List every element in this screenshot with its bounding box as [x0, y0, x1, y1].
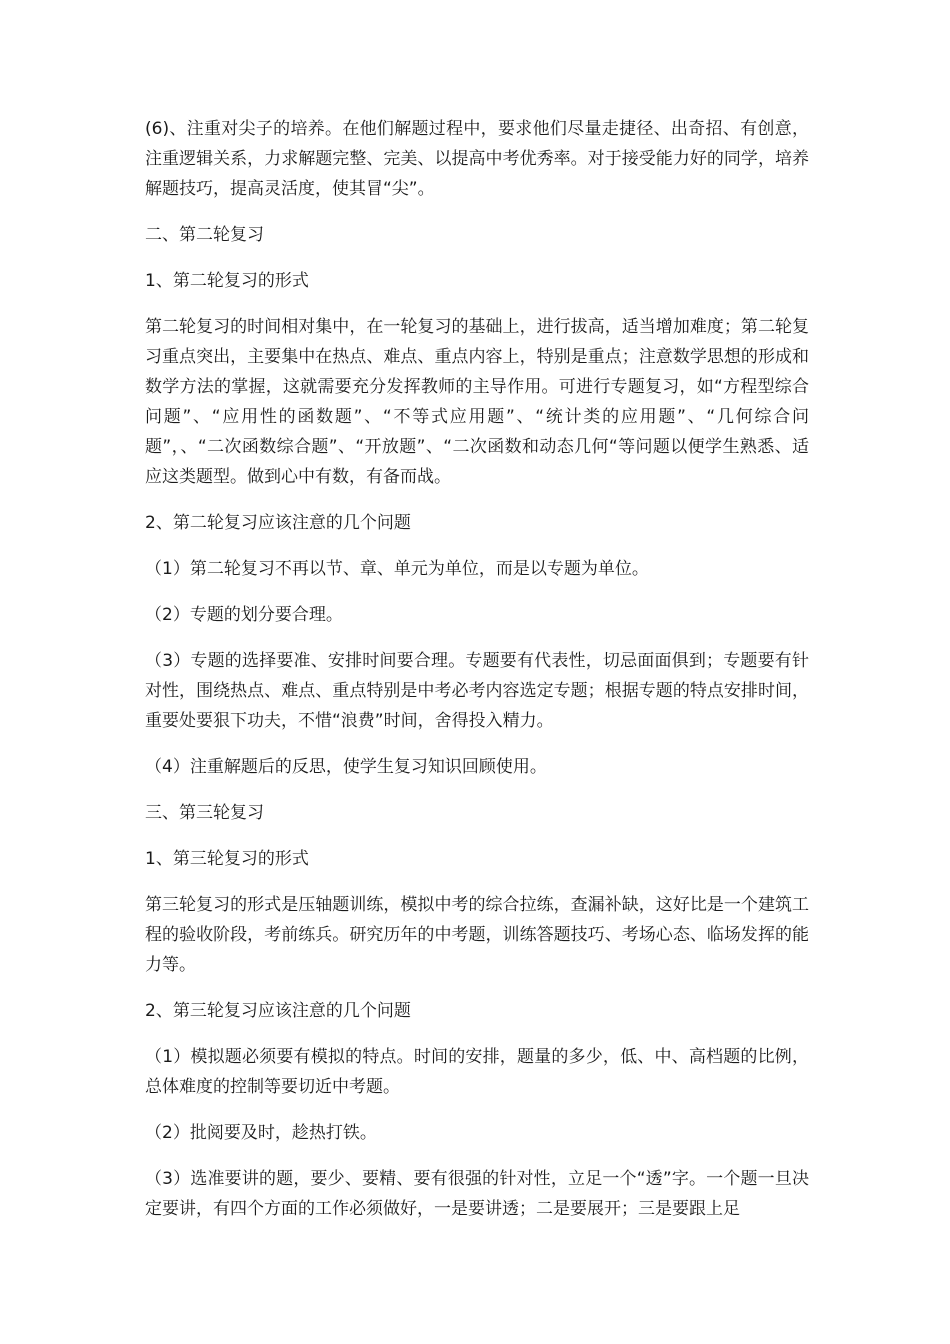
list-item-third-round-2: （2）批阅要及时，趁热打铁。: [145, 1123, 377, 1143]
list-item-second-round-1: （1）第二轮复习不再以节、章、单元为单位，而是以专题为单位。: [145, 559, 649, 579]
paragraph-third-round-form: 第三轮复习的形式是压轴题训练，模拟中考的综合拉练，查漏补缺，这好比是一个建筑工程的验收阶段，考前练兵。研究历年的中考题，训练答题技巧、考场心态、临场发挥的能力等。: [145, 895, 809, 975]
document-body: [145, 114, 809, 1240]
subheading-second-round-issues: 2、第二轮复习应该注意的几个问题: [145, 513, 411, 533]
paragraph-second-round-form: 第二轮复习的时间相对集中，在一轮复习的基础上，进行拔高，适当增加难度；第二轮复习重点突出，主要集中在热点、难点、重点内容上，特别是重点；注意数学思想的形成和数学方法的掌握，这就需要充分发挥教师的主导作用。可进行专题复习，如“方程型综合问题”、“应用性的函数题”、“不等式应用题”、“统计类的应用题”、“几何综合问题”，、“二次函数综合题”、“开放题”、“二次函数和动态几何“等问题以便学生熟悉、适应这类题型。做到心中有数，有备而战。: [145, 317, 809, 487]
list-item-third-round-1: （1）模拟题必须要有模拟的特点。时间的安排，题量的多少，低、中、高档题的比例，总体难度的控制等要切近中考题。: [145, 1047, 809, 1097]
subheading-second-round-form: 1、第二轮复习的形式: [145, 271, 309, 291]
section-heading-second-round: 二、第二轮复习: [145, 225, 264, 245]
list-item-second-round-4: （4）注重解题后的反思，使学生复习知识回顾使用。: [145, 757, 547, 777]
subheading-third-round-issues: 2、第三轮复习应该注意的几个问题: [145, 1001, 411, 1021]
subheading-third-round-form: 1、第三轮复习的形式: [145, 849, 309, 869]
paragraph-top-students: (6)、注重对尖子的培养。在他们解题过程中，要求他们尽量走捷径、出奇招、有创意，注重逻辑关系，力求解题完整、完美、以提高中考优秀率。对于接受能力好的同学，培养解题技巧，提高灵活度，使其冒“尖”。: [145, 119, 809, 199]
list-item-third-round-3: （3）选准要讲的题，要少、要精、要有很强的针对性，立足一个“透”字。一个题一旦决定要讲，有四个方面的工作必须做好，一是要讲透；二是要展开；三是要跟上足: [145, 1169, 809, 1219]
list-item-second-round-2: （2）专题的划分要合理。: [145, 605, 343, 625]
list-item-second-round-3: （3）专题的选择要准、安排时间要合理。专题要有代表性，切忌面面俱到；专题要有针对性，围绕热点、难点、重点特别是中考必考内容选定专题；根据专题的特点安排时间，重要处要狠下功夫，不惜“浪费”时间，舍得投入精力。: [145, 651, 809, 731]
section-heading-third-round: 三、第三轮复习: [145, 803, 264, 823]
